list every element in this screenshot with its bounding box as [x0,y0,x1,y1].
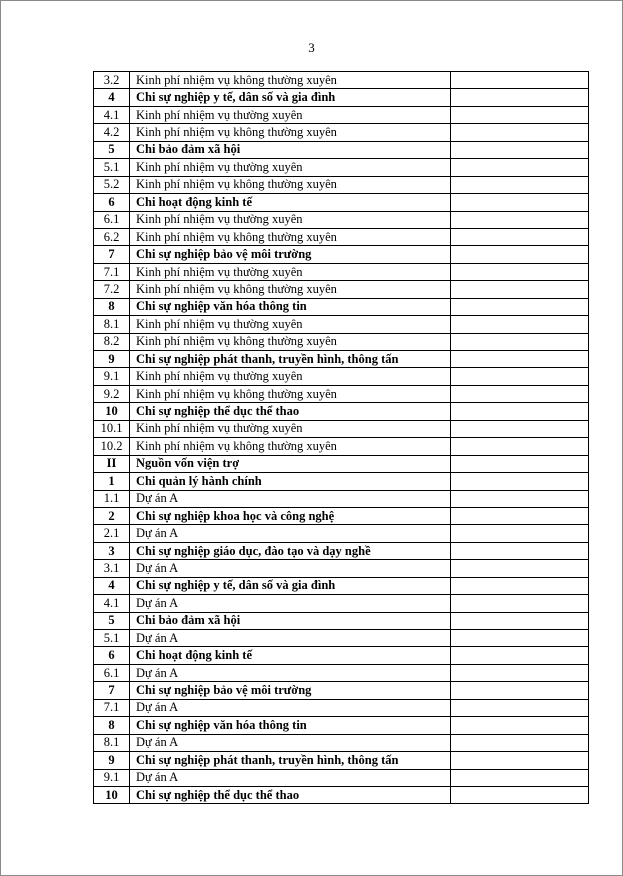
table-row [94,682,589,699]
row-amount-cell [451,89,589,106]
row-number-cell: 1 [94,473,130,490]
row-number-cell: 9 [94,752,130,769]
row-amount-cell [451,333,589,350]
table-row [94,455,589,472]
table-row [94,734,589,751]
row-number-cell: 6.1 [94,664,130,681]
row-description-cell: Chi hoạt động kinh tế [130,647,451,664]
row-amount-cell [451,420,589,437]
row-number-cell: 5.1 [94,159,130,176]
row-number-cell: 8.1 [94,316,130,333]
row-description-cell: Kinh phí nhiệm vụ không thường xuyên [130,176,451,193]
row-description-cell: Dự án A [130,699,451,716]
row-number-cell: 4 [94,89,130,106]
row-amount-cell [451,141,589,158]
row-description-cell: Kinh phí nhiệm vụ thường xuyên [130,263,451,280]
table-row [94,542,589,559]
row-number-cell: 7.1 [94,263,130,280]
row-description-cell: Chi sự nghiệp y tế, dân số và gia đình [130,577,451,594]
row-number-cell: 8 [94,717,130,734]
row-number-cell: 3.2 [94,72,130,89]
row-description-cell: Kinh phí nhiệm vụ thường xuyên [130,368,451,385]
row-amount-cell [451,734,589,751]
row-number-cell: 6.2 [94,228,130,245]
row-number-cell: 10.2 [94,438,130,455]
row-number-cell: 5.1 [94,630,130,647]
row-amount-cell [451,769,589,786]
row-amount-cell [451,385,589,402]
row-amount-cell [451,490,589,507]
row-amount-cell [451,298,589,315]
table-row [94,438,589,455]
table-row [94,333,589,350]
row-number-cell: 10 [94,786,130,803]
row-description-cell: Kinh phí nhiệm vụ thường xuyên [130,420,451,437]
table-row [94,281,589,298]
row-number-cell: 3 [94,542,130,559]
row-description-cell: Nguồn vốn viện trợ [130,455,451,472]
row-description-cell: Dự án A [130,769,451,786]
row-description-cell: Kinh phí nhiệm vụ thường xuyên [130,159,451,176]
row-number-cell: 9 [94,351,130,368]
row-description-cell: Chi bảo đảm xã hội [130,141,451,158]
row-description-cell: Chi sự nghiệp phát thanh, truyền hình, thông tấn [130,351,451,368]
row-description-cell: Chi sự nghiệp giáo dục, đào tạo và dạy nghề [130,542,451,559]
row-amount-cell [451,176,589,193]
row-number-cell: 7 [94,682,130,699]
row-amount-cell [451,211,589,228]
row-description-cell: Kinh phí nhiệm vụ không thường xuyên [130,281,451,298]
table-row [94,159,589,176]
row-number-cell: 1.1 [94,490,130,507]
row-description-cell: Kinh phí nhiệm vụ thường xuyên [130,211,451,228]
table-row [94,560,589,577]
row-number-cell: 4.1 [94,595,130,612]
row-description-cell: Chi quản lý hành chính [130,473,451,490]
row-amount-cell [451,246,589,263]
row-amount-cell [451,351,589,368]
row-description-cell: Chi sự nghiệp bảo vệ môi trường [130,246,451,263]
row-amount-cell [451,647,589,664]
row-amount-cell [451,717,589,734]
table-row [94,194,589,211]
table-row [94,490,589,507]
row-number-cell: 7 [94,246,130,263]
table-row [94,664,589,681]
table-row [94,316,589,333]
table-row [94,211,589,228]
row-description-cell: Kinh phí nhiệm vụ không thường xuyên [130,333,451,350]
row-amount-cell [451,106,589,123]
row-number-cell: II [94,455,130,472]
row-description-cell: Kinh phí nhiệm vụ thường xuyên [130,316,451,333]
row-amount-cell [451,72,589,89]
row-description-cell: Chi sự nghiệp y tế, dân số và gia đình [130,89,451,106]
row-amount-cell [451,228,589,245]
row-number-cell: 9.2 [94,385,130,402]
row-number-cell: 8.1 [94,734,130,751]
row-description-cell: Chi sự nghiệp thể dục thể thao [130,403,451,420]
table-row [94,246,589,263]
table-row [94,124,589,141]
row-amount-cell [451,682,589,699]
table-row [94,72,589,89]
row-number-cell: 4 [94,577,130,594]
row-amount-cell [451,159,589,176]
row-description-cell: Kinh phí nhiệm vụ không thường xuyên [130,72,451,89]
row-number-cell: 6.1 [94,211,130,228]
table-row [94,595,589,612]
row-description-cell: Kinh phí nhiệm vụ không thường xuyên [130,385,451,402]
row-description-cell: Dự án A [130,490,451,507]
row-amount-cell [451,316,589,333]
table-row [94,577,589,594]
row-amount-cell [451,438,589,455]
row-amount-cell [451,560,589,577]
row-amount-cell [451,577,589,594]
row-amount-cell [451,595,589,612]
row-amount-cell [451,455,589,472]
table-row [94,403,589,420]
row-amount-cell [451,403,589,420]
row-amount-cell [451,699,589,716]
row-number-cell: 4.1 [94,106,130,123]
table-row [94,473,589,490]
table-row [94,717,589,734]
table-row [94,769,589,786]
row-number-cell: 2 [94,507,130,524]
row-description-cell: Dự án A [130,595,451,612]
row-amount-cell [451,281,589,298]
row-number-cell: 5.2 [94,176,130,193]
row-description-cell: Chi bảo đảm xã hội [130,612,451,629]
table-row [94,89,589,106]
row-number-cell: 10.1 [94,420,130,437]
row-amount-cell [451,368,589,385]
row-number-cell: 5 [94,612,130,629]
table-row [94,647,589,664]
row-description-cell: Dự án A [130,734,451,751]
table-row [94,420,589,437]
row-number-cell: 10 [94,403,130,420]
row-number-cell: 4.2 [94,124,130,141]
row-number-cell: 6 [94,194,130,211]
row-description-cell: Chi sự nghiệp bảo vệ môi trường [130,682,451,699]
table-row [94,176,589,193]
table-row [94,612,589,629]
row-amount-cell [451,194,589,211]
row-amount-cell [451,612,589,629]
row-description-cell: Chi sự nghiệp thể dục thể thao [130,786,451,803]
row-amount-cell [451,525,589,542]
table-row [94,630,589,647]
row-number-cell: 2.1 [94,525,130,542]
table-row [94,106,589,123]
row-description-cell: Dự án A [130,630,451,647]
row-number-cell: 3.1 [94,560,130,577]
table-row [94,525,589,542]
row-amount-cell [451,664,589,681]
row-number-cell: 7.2 [94,281,130,298]
row-amount-cell [451,263,589,280]
table-row [94,699,589,716]
row-description-cell: Kinh phí nhiệm vụ không thường xuyên [130,438,451,455]
row-number-cell: 9.1 [94,368,130,385]
row-description-cell: Kinh phí nhiệm vụ thường xuyên [130,106,451,123]
row-amount-cell [451,630,589,647]
row-description-cell: Chi sự nghiệp văn hóa thông tin [130,298,451,315]
row-amount-cell [451,542,589,559]
row-amount-cell [451,752,589,769]
table-row [94,228,589,245]
row-number-cell: 8 [94,298,130,315]
row-description-cell: Chi hoạt động kinh tế [130,194,451,211]
budget-table-body [94,72,589,804]
table-row [94,368,589,385]
row-description-cell: Chi sự nghiệp văn hóa thông tin [130,717,451,734]
table-row [94,298,589,315]
table-row [94,752,589,769]
row-number-cell: 9.1 [94,769,130,786]
row-description-cell: Chi sự nghiệp phát thanh, truyền hình, thông tấn [130,752,451,769]
table-row [94,263,589,280]
row-number-cell: 6 [94,647,130,664]
row-description-cell: Kinh phí nhiệm vụ không thường xuyên [130,124,451,141]
row-number-cell: 8.2 [94,333,130,350]
row-amount-cell [451,786,589,803]
table-row [94,786,589,803]
table-row [94,141,589,158]
row-description-cell: Dự án A [130,525,451,542]
budget-table [93,71,589,804]
table-row [94,385,589,402]
table-row [94,507,589,524]
row-description-cell: Dự án A [130,560,451,577]
row-number-cell: 7.1 [94,699,130,716]
page-number: 3 [308,40,315,55]
row-amount-cell [451,473,589,490]
row-amount-cell [451,507,589,524]
row-description-cell: Kinh phí nhiệm vụ không thường xuyên [130,228,451,245]
row-amount-cell [451,124,589,141]
table-row [94,351,589,368]
row-description-cell: Dự án A [130,664,451,681]
row-number-cell: 5 [94,141,130,158]
row-description-cell: Chi sự nghiệp khoa học và công nghệ [130,507,451,524]
